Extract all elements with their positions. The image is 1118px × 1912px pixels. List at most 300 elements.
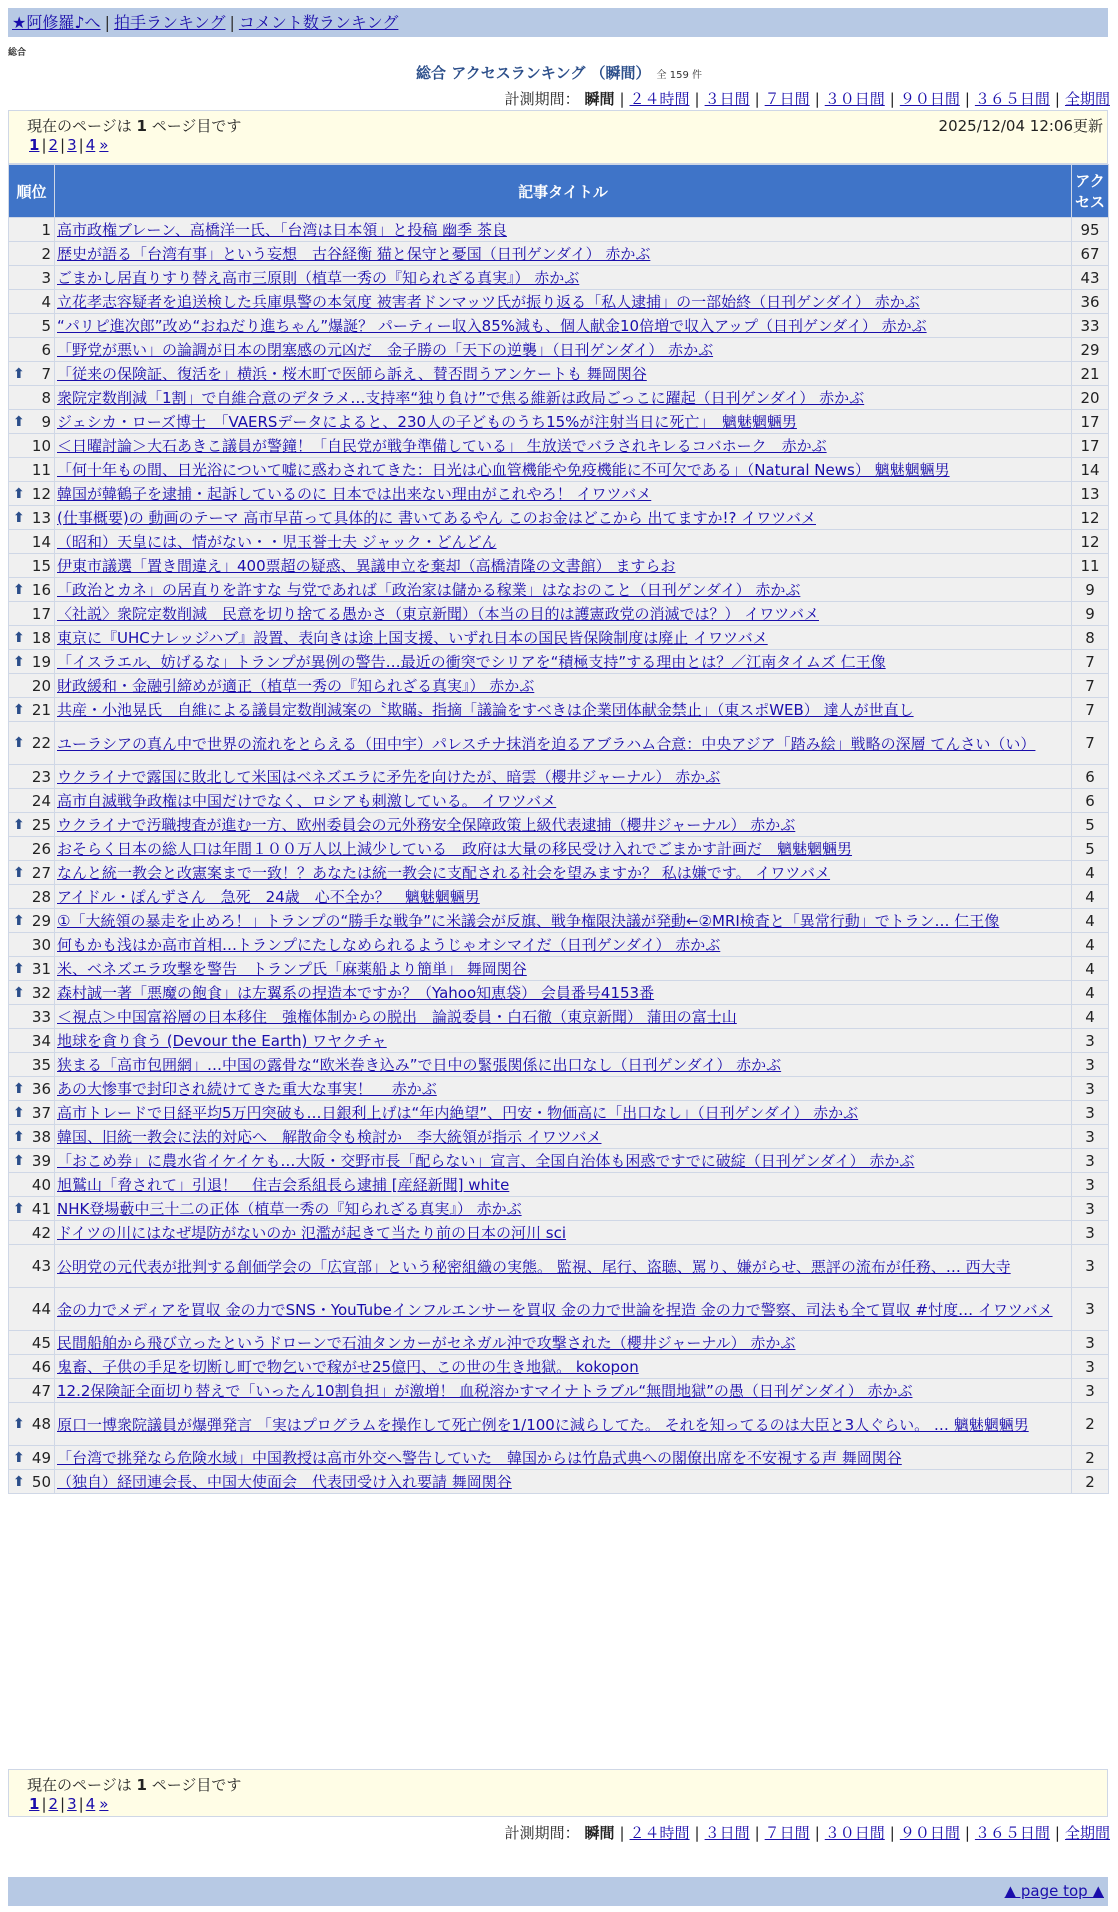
rank-cell (9, 674, 55, 698)
title-cell (55, 1446, 1072, 1470)
title-cell (55, 290, 1072, 314)
page-link-2[interactable]: 2 (48, 1795, 59, 1813)
access-count: 7 (1072, 650, 1109, 674)
article-link[interactable]: 伊東市議選「置き間違え」400票超の疑惑、異議申立を棄却（高橋清隆の文書館） ますらお (57, 557, 676, 575)
rank-number: 39 (31, 1151, 51, 1170)
rank-up-arrow-icon: ⬆ (13, 1449, 25, 1466)
access-count: 29 (1072, 338, 1109, 362)
rank-cell (9, 885, 55, 909)
table-row (9, 1331, 1109, 1355)
article-link[interactable]: 東京に『UHCナレッジハブ』設置、表向きは途上国支援、いずれ日本の国民皆保険制度は廃止 イワツバメ (57, 629, 768, 647)
article-link[interactable]: あの大惨事で封印され続けてきた重大な事実！ 赤かぶ (57, 1080, 437, 1098)
page-link-4[interactable]: 4 (85, 136, 96, 154)
page-links-bottom: 1 | 2 | 3 | 4 » (29, 1795, 109, 1813)
access-count: 21 (1072, 362, 1109, 386)
rank-number: 14 (31, 532, 51, 551)
rank-number: 9 (41, 412, 51, 431)
table-row (9, 1355, 1109, 1379)
table-row (9, 957, 1109, 981)
rank-cell (9, 1077, 55, 1101)
rank-cell (9, 506, 55, 530)
title-cell (55, 1355, 1072, 1379)
table-row (9, 1053, 1109, 1077)
period-link-all[interactable]: 全期間 (1064, 90, 1110, 108)
table-row (9, 861, 1109, 885)
rank-up-arrow-icon: ⬆ (13, 653, 25, 670)
title-cell (55, 722, 1072, 765)
rank-cell (9, 458, 55, 482)
rank-up-arrow-icon: ⬆ (13, 816, 25, 833)
title-cell (55, 1245, 1072, 1288)
rank-up-arrow-icon: ⬆ (13, 509, 25, 526)
article-link[interactable]: おそらく日本の総人口は年間１００万人以上減少している 政府は大量の移民受け入れでごまかす計画だ 魑魅魍魎男 (57, 840, 853, 858)
header-title: 記事タイトル (55, 165, 1072, 218)
article-link[interactable]: 立花孝志容疑者を追送検した兵庫県警の本気度 被害者ドンマッツ氏が振り返る「私人逮捕」の一部始終（日刊ゲンダイ） 赤かぶ (57, 293, 920, 311)
access-count: 2 (1072, 1403, 1109, 1446)
article-link[interactable]: アイドル・ぽんずさん 急死 24歳 心不全か？ 魑魅魍魎男 (57, 888, 480, 906)
rank-up-arrow-icon: ⬆ (13, 960, 25, 977)
article-link[interactable]: 〈社説〉衆院定数削減 民意を切り捨てる愚かさ（東京新聞）（本当の目的は護憲政党の消滅では？） イワツバメ (57, 605, 819, 623)
period-current: 瞬間 (584, 1824, 615, 1842)
period-link-30d[interactable]: ３０日間 (824, 90, 885, 108)
rank-cell (9, 386, 55, 410)
rank-number: 18 (31, 628, 51, 647)
rank-cell (9, 554, 55, 578)
access-count: 5 (1072, 837, 1109, 861)
rank-number: 11 (31, 460, 51, 479)
article-link[interactable]: 狭まる「高市包囲網」…中国の露骨な“欧米巻き込み”で日中の緊張関係に出口なし（日刊ゲンダイ） 赤かぶ (57, 1056, 782, 1074)
title-cell (55, 362, 1072, 386)
rank-number: 33 (31, 1007, 51, 1026)
article-link[interactable]: 「何十年もの間、日光浴について嘘に惑わされてきた：日光は心血管機能や免疫機能に不可欠である」（Natural News） 魑魅魍魎男 (57, 461, 950, 479)
rank-number: 22 (31, 734, 51, 752)
table-row (9, 266, 1109, 290)
title-cell (55, 1288, 1072, 1331)
title-cell (55, 218, 1072, 242)
access-count: 3 (1072, 1355, 1109, 1379)
rank-cell (9, 650, 55, 674)
rank-cell (9, 290, 55, 314)
access-count: 7 (1072, 698, 1109, 722)
access-count: 33 (1072, 314, 1109, 338)
header-rank: 順位 (9, 165, 55, 218)
rank-cell (9, 789, 55, 813)
article-link[interactable]: “パリピ進次郎”改め“おねだり進ちゃん”爆誕？ パーティー収入85%減も、個人献金10倍増で収入アップ（日刊ゲンダイ） 赤かぶ (57, 317, 927, 335)
access-count: 2 (1072, 1470, 1109, 1494)
access-count: 12 (1072, 506, 1109, 530)
period-link-30d[interactable]: ３０日間 (824, 1824, 885, 1842)
title-cell (55, 1053, 1072, 1077)
rank-cell (9, 981, 55, 1005)
article-link[interactable]: 衆院定数削減「1割」で自維合意のデタラメ…支持率“独り負け”で焦る維新は政局ごっこに躍起（日刊ゲンダイ） 赤かぶ (57, 389, 865, 407)
title-cell (55, 837, 1072, 861)
table-row (9, 1005, 1109, 1029)
access-count: 5 (1072, 813, 1109, 837)
current-page-text: 現在のページは 1 ページ目です (27, 117, 242, 135)
title-cell (55, 861, 1072, 885)
article-link[interactable]: （独自）経団連会長、中国大使面会 代表団受け入れ要請 舞岡関谷 (57, 1473, 512, 1491)
access-count: 3 (1072, 1245, 1109, 1288)
article-link[interactable]: 原口一博衆院議員が爆弾発言 「実はプログラムを操作して死亡例を1/100に減らしてた。 それを知ってるのは大臣と3人ぐらい。 … 魑魅魍魎男 (57, 1415, 1029, 1434)
rank-cell (9, 1470, 55, 1494)
title-cell (55, 458, 1072, 482)
article-link[interactable]: 歴史が語る「台湾有事」という妄想 古谷経衡 猫と保守と憂国（日刊ゲンダイ） 赤かぶ (57, 245, 651, 263)
article-link[interactable]: なんと統一教会と改憲案まで一致！？あなたは統一教会に支配される社会を望みますか？ 私は嫌です。 イワツバメ (57, 864, 831, 882)
rank-cell (9, 626, 55, 650)
table-row (9, 626, 1109, 650)
table-row (9, 1403, 1109, 1446)
title-cell (55, 1221, 1072, 1245)
access-count: 3 (1072, 1101, 1109, 1125)
article-link[interactable]: 公明党の元代表が批判する創価学会の「広宣部」という秘密組織の実態。 監視、尾行、盗聴、罵り、嫌がらせ、悪評の流布が任務、… 西大寺 (57, 1257, 1011, 1276)
period-label: 計測期間： (504, 1824, 580, 1842)
access-count: 17 (1072, 410, 1109, 434)
access-count: 7 (1072, 722, 1109, 765)
period-link-365d[interactable]: ３６５日間 (974, 90, 1050, 108)
period-label: 計測期間： (504, 90, 580, 108)
table-row (9, 602, 1109, 626)
ranking-table (8, 164, 1109, 1494)
updated-timestamp: 2025/12/04 12:06更新 (938, 117, 1103, 135)
article-link[interactable]: 「おこめ券」に農水省イケイケも…大阪・交野市長「配らない」宣言、全国自治体も困惑ですでに破綻（日刊ゲンダイ） 赤かぶ (57, 1152, 915, 1170)
rank-up-arrow-icon: ⬆ (13, 629, 25, 646)
article-link[interactable]: 鬼畜、子供の手足を切断し町で物乞いで稼がせ25億円、この世の生き地獄。 kokopon (57, 1358, 639, 1376)
rank-number: 32 (31, 983, 51, 1002)
table-row (9, 698, 1109, 722)
rank-cell (9, 1101, 55, 1125)
rank-cell (9, 266, 55, 290)
table-row (9, 1288, 1109, 1331)
table-row (9, 386, 1109, 410)
table-row (9, 1101, 1109, 1125)
table-row (9, 530, 1109, 554)
rank-cell (9, 1403, 55, 1446)
access-count: 3 (1072, 1173, 1109, 1197)
rank-number: 40 (31, 1175, 51, 1194)
title-cell (55, 530, 1072, 554)
table-row (9, 290, 1109, 314)
table-row (9, 909, 1109, 933)
rank-up-arrow-icon: ⬆ (13, 1200, 25, 1217)
table-row (9, 1149, 1109, 1173)
title-cell (55, 650, 1072, 674)
rank-cell (9, 1221, 55, 1245)
rank-number: 47 (31, 1381, 51, 1400)
rank-up-arrow-icon: ⬆ (13, 701, 25, 718)
page-link-3[interactable]: 3 (67, 136, 77, 154)
table-row (9, 458, 1109, 482)
rank-up-arrow-icon: ⬆ (13, 365, 25, 382)
title-cell (55, 578, 1072, 602)
rank-cell (9, 602, 55, 626)
rank-number: 46 (31, 1357, 51, 1376)
article-link[interactable]: (仕事概要)の 動画のテーマ 高市早苗って具体的に 書いてあるやん このお金はどこから 出てますか!? イワツバメ (57, 509, 816, 527)
rank-up-arrow-icon: ⬆ (13, 1152, 25, 1169)
rank-cell (9, 1029, 55, 1053)
page-top-link[interactable]: ▲ page top ▲ (1004, 1882, 1104, 1900)
link-comment-ranking[interactable]: コメント数ランキング (238, 13, 399, 32)
rank-number: 27 (31, 863, 51, 882)
period-link-3d[interactable]: ３日間 (704, 90, 750, 108)
table-row (9, 981, 1109, 1005)
table-row (9, 1379, 1109, 1403)
title-cell (55, 1470, 1072, 1494)
rank-number: 35 (31, 1055, 51, 1074)
rank-number: 21 (31, 700, 51, 719)
access-count: 3 (1072, 1331, 1109, 1355)
rank-cell (9, 1197, 55, 1221)
article-link[interactable]: 「野党が悪い」の論調が日本の閉塞感の元凶だ 金子勝の「天下の逆襲」（日刊ゲンダイ） 赤かぶ (57, 341, 714, 359)
article-link[interactable]: ドイツの川にはなぜ堤防がないのか 氾濫が起きて当たり前の日本の河川 sci (57, 1224, 567, 1242)
article-link[interactable]: 共産・小池晃氏 自維による議員定数削減案の〝欺瞞〟指摘「議論をすべきは企業団体献金禁止」（東スポWEB） 達人が世直し (57, 701, 914, 719)
access-count: 3 (1072, 1379, 1109, 1403)
title-cell (55, 482, 1072, 506)
article-link[interactable]: 12.2保険証全面切り替えで「いったん10割負担」が激増！ 血税溶かすマイナトラブル“無間地獄”の愚（日刊ゲンダイ） 赤かぶ (57, 1382, 913, 1400)
rank-number: 10 (31, 436, 51, 455)
article-link[interactable]: 財政緩和・金融引締めが適正（植草一秀の『知られざる真実』） 赤かぶ (57, 677, 535, 695)
period-link-all[interactable]: 全期間 (1064, 1824, 1110, 1842)
article-link[interactable]: 韓国が韓鶴子を逮捕・起訴しているのに 日本では出来ない理由がこれやろ！ イワツバメ (57, 485, 652, 503)
rank-up-arrow-icon: ⬆ (13, 1473, 25, 1490)
rank-number: 8 (41, 388, 51, 407)
rank-up-arrow-icon: ⬆ (13, 1128, 25, 1145)
table-row (9, 1470, 1109, 1494)
period-link-7d[interactable]: ７日間 (764, 90, 810, 108)
period-link-24h[interactable]: ２４時間 (629, 1824, 690, 1842)
rank-number: 1 (41, 220, 51, 239)
rank-up-arrow-icon: ⬆ (13, 1080, 25, 1097)
page-link-1[interactable]: 1 (29, 136, 40, 154)
rank-number: 6 (41, 340, 51, 359)
title-cell (55, 1149, 1072, 1173)
period-link-365d[interactable]: ３６５日間 (974, 1824, 1050, 1842)
rank-number: 50 (31, 1472, 51, 1491)
rank-cell (9, 909, 55, 933)
rank-number: 26 (31, 839, 51, 858)
article-link[interactable]: 高市トレードで日経平均5万円突破も…日銀利上げは“年内絶望”、円安・物価高に「出口なし」（日刊ゲンダイ） 赤かぶ (57, 1104, 859, 1122)
title-cell (55, 1197, 1072, 1221)
title-cell (55, 789, 1072, 813)
rank-number: 48 (31, 1415, 51, 1433)
title-cell (55, 698, 1072, 722)
rank-up-arrow-icon: ⬆ (13, 581, 25, 598)
rank-number: 20 (31, 676, 51, 695)
access-count: 3 (1072, 1221, 1109, 1245)
article-link[interactable]: 高市自滅戦争政権は中国だけでなく、ロシアも刺激している。 イワツバメ (57, 792, 557, 810)
rank-number: 41 (31, 1199, 51, 1218)
article-link[interactable]: 何もかも浅はか高市首相…トランプにたしなめられるようじゃオシマイだ（日刊ゲンダイ） 赤かぶ (57, 936, 721, 954)
page-link-2[interactable]: 2 (48, 136, 59, 154)
period-link-90d[interactable]: ９０日間 (899, 1824, 960, 1842)
access-count: 9 (1072, 578, 1109, 602)
article-link[interactable]: NHK登場藪中三十二の正体（植草一秀の『知られざる真実』） 赤かぶ (57, 1200, 522, 1218)
title-cell (55, 1403, 1072, 1446)
article-link[interactable]: 「イスラエル、妨げるな」トランプが異例の警告…最近の衝突でシリアを“積極支持”する理由とは？／江南タイムズ 仁王像 (57, 653, 886, 671)
page-link-4[interactable]: 4 (85, 1795, 96, 1813)
title-cell (55, 765, 1072, 789)
title-cell (55, 981, 1072, 1005)
period-link-7d[interactable]: ７日間 (764, 1824, 810, 1842)
access-count: 4 (1072, 885, 1109, 909)
title-cell (55, 626, 1072, 650)
access-count: 67 (1072, 242, 1109, 266)
access-count: 4 (1072, 957, 1109, 981)
article-link[interactable]: 「政治とカネ」の居直りを許すな 与党であれば「政治家は儲かる稼業」はなおのこと（日刊ゲンダイ） 赤かぶ (57, 581, 801, 599)
table-row (9, 1197, 1109, 1221)
rank-cell (9, 410, 55, 434)
access-count: 43 (1072, 266, 1109, 290)
article-link[interactable]: 金の力でメディアを買収 金の力でSNS・YouTubeインフルエンサーを買収 金の力で世論を捏造 金の力で警察、司法も全て買収 #忖度… イワツバメ (57, 1300, 1053, 1319)
article-link[interactable]: 森村誠一著「悪魔の飽食」は左翼系の捏造本ですか？（Yahoo知恵袋） 会員番号4153番 (57, 984, 655, 1002)
article-link[interactable]: ＜日曜討論＞大石あきこ議員が警鐘！「自民党が戦争準備している」 生放送でバラされキレるコバホーク 赤かぶ (57, 437, 827, 455)
access-count: 17 (1072, 434, 1109, 458)
rank-cell (9, 765, 55, 789)
title-cell (55, 602, 1072, 626)
article-link[interactable]: 旭鷲山「脅されて」引退！ 住吉会系組長ら逮捕 [産経新聞] white (57, 1176, 510, 1194)
access-count: 7 (1072, 674, 1109, 698)
rank-number: 44 (31, 1300, 51, 1318)
article-link[interactable]: （昭和）天皇には、情がない・・児玉誉士夫 ジャック・どんどん (57, 533, 497, 551)
rank-number: 49 (31, 1448, 51, 1467)
article-link[interactable]: 高市政権ブレーン、高橋洋一氏、「台湾は日本領」と投稿 幽季 茶良 (57, 221, 507, 239)
link-applause-ranking[interactable]: 拍手ランキング (113, 13, 226, 32)
rank-cell (9, 1288, 55, 1331)
title-cell (55, 885, 1072, 909)
rank-number: 38 (31, 1127, 51, 1146)
page-links: 1 | 2 | 3 | 4 » (29, 136, 109, 154)
article-link[interactable]: 韓国、旧統一教会に法的対応へ 解散命令も検討か 李大統領が指示 イワツバメ (57, 1128, 602, 1146)
rank-up-arrow-icon: ⬆ (13, 1104, 25, 1121)
rank-cell (9, 1149, 55, 1173)
access-count: 3 (1072, 1125, 1109, 1149)
period-link-90d[interactable]: ９０日間 (899, 90, 960, 108)
table-row (9, 1077, 1109, 1101)
rank-up-arrow-icon: ⬆ (13, 984, 25, 1001)
rank-number: 34 (31, 1031, 51, 1050)
page-link-next[interactable]: » (99, 1795, 109, 1813)
rank-number: 2 (41, 244, 51, 263)
rank-up-arrow-icon: ⬆ (13, 485, 25, 502)
rank-cell (9, 722, 55, 765)
title-cell (55, 1125, 1072, 1149)
rank-number: 29 (31, 911, 51, 930)
rank-cell (9, 1005, 55, 1029)
table-row (9, 362, 1109, 386)
period-link-24h[interactable]: ２４時間 (629, 90, 690, 108)
rank-number: 3 (41, 268, 51, 287)
title-cell (55, 314, 1072, 338)
rank-number: 12 (31, 484, 51, 503)
article-link[interactable]: ①「大統領の暴走を止めろ！」トランプの“勝手な戦争”に米議会が反旗、戦争権限決議が発動←②MRI検査と「異常行動」でトラン… 仁王像 (57, 912, 1000, 930)
article-link[interactable]: ウクライナで露国に敗北して米国はベネズエラに矛先を向けたが、暗雲（櫻井ジャーナル） 赤かぶ (57, 768, 721, 786)
access-count: 95 (1072, 218, 1109, 242)
footer-bar (8, 1877, 1108, 1906)
title-cell (55, 1005, 1072, 1029)
table-row (9, 789, 1109, 813)
rank-cell (9, 314, 55, 338)
total-count: 全 159 件 (656, 70, 702, 81)
rank-cell (9, 837, 55, 861)
page-link-next[interactable]: » (99, 136, 109, 154)
rank-cell (9, 1245, 55, 1288)
rank-cell (9, 1053, 55, 1077)
article-link[interactable]: 民間船舶から飛び立ったというドローンで石油タンカーがセネガル沖で攻撃された（櫻井ジャーナル） 赤かぶ (57, 1334, 796, 1352)
access-count: 8 (1072, 626, 1109, 650)
access-count: 2 (1072, 1446, 1109, 1470)
access-count: 3 (1072, 1197, 1109, 1221)
pager-bottom (8, 1769, 1108, 1817)
access-count: 4 (1072, 861, 1109, 885)
page-link-3[interactable]: 3 (67, 1795, 77, 1813)
article-link[interactable]: 「台湾で挑発なら危険水域」中国教授は高市外交へ警告していた 韓国からは竹島式典への閣僚出席を不安視する声 舞岡関谷 (57, 1449, 902, 1467)
link-ashura-home[interactable]: ★阿修羅♪へ (12, 13, 101, 32)
access-count: 3 (1072, 1053, 1109, 1077)
table-row (9, 765, 1109, 789)
access-count: 9 (1072, 602, 1109, 626)
table-row (9, 674, 1109, 698)
title-cell (55, 386, 1072, 410)
article-link[interactable]: 地球を貪り食う (Devour the Earth) ワヤクチャ (57, 1032, 387, 1050)
table-row (9, 933, 1109, 957)
rank-up-arrow-icon: ⬆ (13, 413, 25, 430)
period-link-3d[interactable]: ３日間 (704, 1824, 750, 1842)
title-cell (55, 506, 1072, 530)
article-link[interactable]: ユーラシアの真ん中で世界の流れをとらえる（田中宇）パレスチナ抹消を迫るアブラハム合意：中央アジア「踏み絵」戦略の深層 てんさい（い） (57, 734, 1036, 753)
access-count: 4 (1072, 933, 1109, 957)
table-row (9, 578, 1109, 602)
header-access: アクセス (1072, 165, 1109, 218)
rank-number: 28 (31, 887, 51, 906)
table-row (9, 1173, 1109, 1197)
rank-number: 31 (31, 959, 51, 978)
rank-number: 42 (31, 1223, 51, 1242)
article-link[interactable]: 米、ベネズエラ攻撃を警告 トランプ氏「麻薬船より簡単」 舞岡関谷 (57, 960, 527, 978)
title-cell (55, 410, 1072, 434)
access-count: 13 (1072, 482, 1109, 506)
pager-top (8, 110, 1108, 164)
rank-number: 15 (31, 556, 51, 575)
article-link[interactable]: 「従来の保険証、復活を」横浜・桜木町で医師ら訴え、賛否問うアンケートも 舞岡関谷 (57, 365, 647, 383)
rank-cell (9, 1173, 55, 1197)
article-link[interactable]: ごまかし居直りすり替え高市三原則（植草一秀の『知られざる真実』） 赤かぶ (57, 269, 580, 287)
rank-cell (9, 482, 55, 506)
article-link[interactable]: ジェシカ・ローズ博士 「VAERSデータによると、230人の子どものうち15%が注射当日に死亡」 魑魅魍魎男 (57, 413, 797, 431)
access-count: 20 (1072, 386, 1109, 410)
table-row (9, 338, 1109, 362)
table-row (9, 1221, 1109, 1245)
rank-up-arrow-icon: ⬆ (13, 864, 25, 881)
access-count: 6 (1072, 765, 1109, 789)
title-cell (55, 909, 1072, 933)
rank-number: 45 (31, 1333, 51, 1352)
page-title (0, 62, 1118, 83)
table-row (9, 885, 1109, 909)
page-link-1[interactable]: 1 (29, 1795, 40, 1813)
rank-number: 37 (31, 1103, 51, 1122)
rank-cell (9, 1331, 55, 1355)
access-count: 12 (1072, 530, 1109, 554)
access-count: 3 (1072, 1288, 1109, 1331)
rank-up-arrow-icon: ⬆ (13, 735, 25, 751)
article-link[interactable]: ＜視点＞中国富裕層の日本移住 強権体制からの脱出 論説委員・白石徹（東京新聞） 蒲田の富士山 (57, 1008, 737, 1026)
rank-number: 7 (41, 364, 51, 383)
top-nav-bar: ★阿修羅♪へ | 拍手ランキング | コメント数ランキング (8, 8, 1108, 37)
table-row (9, 837, 1109, 861)
rank-cell (9, 434, 55, 458)
article-link[interactable]: ウクライナで汚職捜査が進む一方、欧州委員会の元外務安全保障政策上級代表逮捕（櫻井ジャーナル） 赤かぶ (57, 816, 796, 834)
title-cell (55, 1331, 1072, 1355)
rank-number: 25 (31, 815, 51, 834)
